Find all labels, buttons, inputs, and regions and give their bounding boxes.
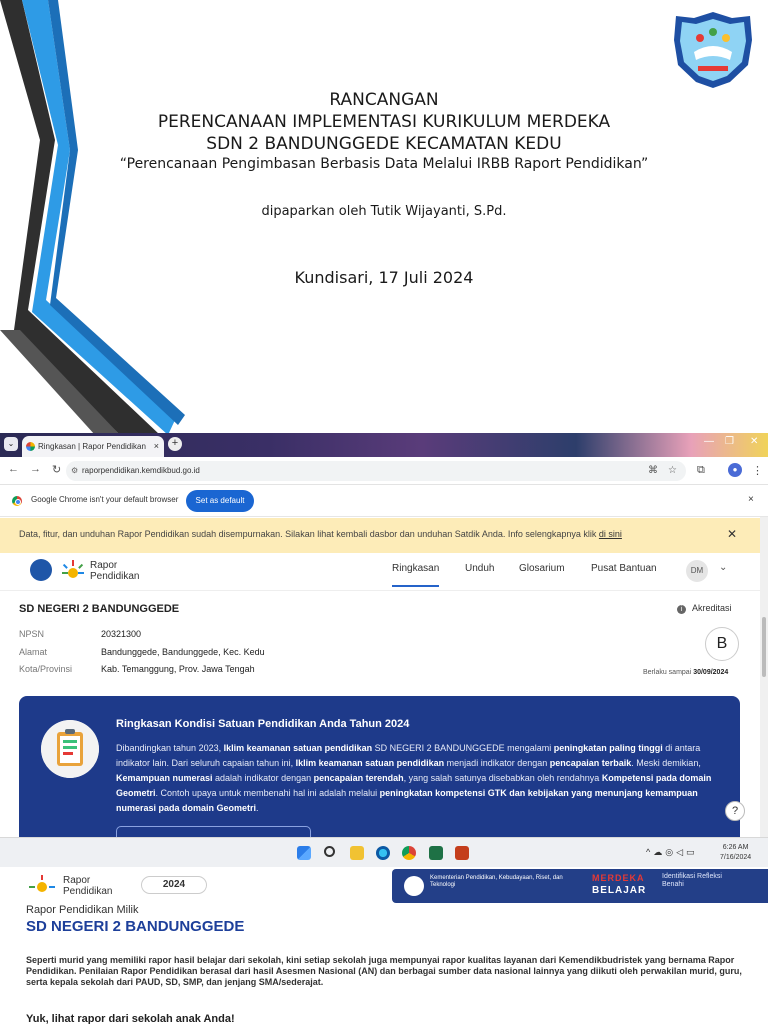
kemdikbud-logo-icon xyxy=(30,559,52,581)
browser-tab-bar xyxy=(0,433,768,457)
info-icon[interactable]: i xyxy=(677,605,686,614)
school-name: SD NEGERI 2 BANDUNGGEDE xyxy=(19,603,180,615)
chrome-logo-icon xyxy=(12,496,22,506)
back-icon[interactable]: ← xyxy=(8,463,19,475)
slide-subtitle: “Perencanaan Pengimbasan Berbasis Data Melalui IRBB Raport Pendidikan” xyxy=(119,156,649,172)
reload-icon[interactable]: ↻ xyxy=(52,464,62,476)
browser-screenshot xyxy=(0,433,768,867)
help-button[interactable]: ? xyxy=(725,801,745,821)
akreditasi-grade-badge: B xyxy=(705,627,739,661)
school-profile-card xyxy=(0,591,760,696)
clipboard-illustration-icon xyxy=(41,720,99,778)
browser-tab[interactable] xyxy=(22,436,164,457)
summary-body-run: Iklim keamanan satuan pendidikan xyxy=(295,758,445,768)
slide-title-line-2: PERENCANAAN IMPLEMENTASI KURIKULUM MERDEKA xyxy=(157,112,611,132)
favicon-icon xyxy=(26,442,35,451)
start-windows-icon[interactable] xyxy=(297,846,311,860)
identifikasi-refleksi-benahi-text: Identifikasi Refleksi Benahi xyxy=(662,873,722,888)
summary-title: Ringkasan Kondisi Satuan Pendidikan Anda Tahun 2024 xyxy=(116,718,410,730)
restore-icon[interactable]: ❐ xyxy=(725,436,734,447)
akreditasi-label: Akreditasi xyxy=(692,603,732,613)
url-field[interactable] xyxy=(66,461,686,481)
chrome-taskbar-icon[interactable] xyxy=(402,846,416,860)
rapor-pendidikan-page xyxy=(0,867,768,1024)
chevron-down-icon[interactable]: ⌄ xyxy=(719,562,728,573)
profile-avatar-icon[interactable]: ● xyxy=(728,463,742,477)
windows-taskbar xyxy=(0,837,768,867)
npsn-value: 20321300 xyxy=(101,629,142,639)
akreditasi-validity: Berlaku sampai 30/09/2024 xyxy=(643,669,729,676)
translate-icon[interactable]: ⌘ xyxy=(648,465,658,476)
forward-icon[interactable]: → xyxy=(30,463,41,475)
excel-icon[interactable] xyxy=(429,846,443,860)
summary-body-run: peningkatan kompetensi GTK dan kebijakan yang menunjang kemampuan numerasi pada domain Geometri xyxy=(116,788,698,813)
summary-body-run: . xyxy=(256,803,259,813)
merdeka-text: MERDEKA xyxy=(592,873,645,883)
tab-close-icon[interactable]: × xyxy=(153,441,159,451)
new-tab-button[interactable]: + xyxy=(168,437,182,451)
slide-title-line-1: RANCANGAN xyxy=(329,90,439,110)
summary-body-run: . Meski demikian, xyxy=(631,758,701,768)
summary-body-run: di antara indikator lain. Dari seluruh capaian tahun ini, xyxy=(116,743,701,768)
summary-body-run: SD NEGERI 2 BANDUNGGEDE mengalami xyxy=(372,743,554,753)
kementerian-text: Kementerian Pendidikan, Kebudayaan, Riset, dan Teknologi xyxy=(430,875,563,888)
address-bar-row xyxy=(0,457,768,485)
bookmark-star-icon[interactable]: ☆ xyxy=(668,465,677,476)
set-as-default-button[interactable]: Set as default xyxy=(186,490,254,512)
nav-unduh[interactable]: Unduh xyxy=(465,563,495,574)
tab-title: Ringkasan | Rapor Pendidikan xyxy=(38,442,146,451)
summary-card xyxy=(19,696,740,846)
chrome-menu-icon[interactable]: ⋮ xyxy=(752,465,763,477)
summary-body-run: Dibandingkan tahun 2023, xyxy=(116,743,224,753)
page-scrollbar[interactable] xyxy=(760,517,768,867)
rapor-sun-logo-icon xyxy=(26,875,58,895)
infobar-close-icon[interactable]: × xyxy=(748,494,754,505)
file-explorer-icon[interactable] xyxy=(350,846,364,860)
school-emblem-logo xyxy=(670,10,756,90)
taskbar-clock[interactable]: 6:26 AM 7/16/2024 xyxy=(720,844,752,861)
nav-glosarium[interactable]: Glosarium xyxy=(519,563,565,574)
year-badge: 2024 xyxy=(141,876,207,894)
extensions-icon[interactable]: ⧉ xyxy=(697,464,705,476)
summary-body-run: adalah indikator dengan xyxy=(212,773,314,783)
summary-body-run: Kompetensi pada domain Geometri xyxy=(116,773,712,798)
summary-body-run: pencapaian terendah xyxy=(313,773,404,783)
search-icon[interactable] xyxy=(324,846,335,857)
belajar-text: BELAJAR xyxy=(592,885,647,896)
summary-body-run: pencapaian terbaik xyxy=(549,758,632,768)
powerpoint-icon[interactable] xyxy=(455,846,469,860)
site-info-icon[interactable]: ⚙ xyxy=(71,466,79,475)
ministry-brand-banner xyxy=(392,869,768,903)
system-tray-icons[interactable]: ^☁◎◁▭ xyxy=(646,847,698,857)
url-text: raporpendidikan.kemdikbud.go.id xyxy=(82,466,200,475)
nav-ringkasan[interactable]: Ringkasan xyxy=(392,563,439,587)
alamat-value: Bandunggede, Bandunggede, Kec. Kedu xyxy=(101,647,265,657)
rapor-sun-logo-icon xyxy=(60,559,86,583)
rapor-logo-text: Rapor Pendidikan xyxy=(63,875,113,897)
window-close-icon[interactable]: ✕ xyxy=(750,436,759,447)
tut-wuri-handayani-logo-icon xyxy=(404,876,424,896)
summary-body-run: menjadi indikator dengan xyxy=(444,758,550,768)
minimize-icon[interactable]: — xyxy=(704,436,714,447)
summary-body-run: . Contoh upaya untuk membenahi hal ini adalah melalui xyxy=(155,788,380,798)
kota-label: Kota/Provinsi xyxy=(19,664,73,674)
slide-title-line-3: SDN 2 BANDUNGGEDE KECAMATAN KEDU xyxy=(206,134,562,154)
slide-presenter: dipaparkan oleh Tutik Wijayanti, S.Pd. xyxy=(261,204,507,219)
banner-link[interactable]: di sini xyxy=(598,529,622,539)
banner-text: Data, fitur, dan unduhan Rapor Pendidikan sudah disempurnakan. Silakan lihat kembali dasbor dan unduhan Satdik Anda. Info selengkapnya klik di sini xyxy=(19,529,622,539)
alamat-label: Alamat xyxy=(19,647,48,657)
edge-icon[interactable] xyxy=(376,846,390,860)
tab-search-icon[interactable]: ⌄ xyxy=(4,437,18,451)
summary-body-run: Kemampuan numerasi xyxy=(116,773,213,783)
summary-body xyxy=(116,741,726,816)
rapor-description: Seperti murid yang memiliki rapor hasil belajar dari sekolah, kini setiap sekolah juga mempunyai rapor kualitas layanan dari Kemendikbudristek yang bernama Rapor Pendidikan. Penilaian Rapor Pendidikan berasal dari hasil Asesmen Nasional (AN) dan berbagai sumber data nasional lainnya yang diikuti oleh perwakilan murid, guru, serta kepala sekolah dari PAUD, SD, SMP, dan jenjang SMA/sederajat. xyxy=(26,955,742,987)
npsn-label: NPSN xyxy=(19,629,45,639)
summary-body-run: peningkatan paling tinggi xyxy=(553,743,663,753)
kota-value: Kab. Temanggung, Prov. Jawa Tengah xyxy=(101,664,255,674)
nav-pusat-bantuan[interactable]: Pusat Bantuan xyxy=(591,563,657,574)
user-avatar[interactable]: DM xyxy=(686,560,708,582)
rapor-milik-label: Rapor Pendidikan Milik xyxy=(26,904,139,916)
rapor-school-name: SD NEGERI 2 BANDUNGGEDE xyxy=(26,918,245,935)
update-notice-banner xyxy=(0,518,768,553)
summary-body-run: , yang salah satunya disebabkan oleh rendahnya xyxy=(403,773,602,783)
banner-close-icon[interactable]: ✕ xyxy=(727,527,738,541)
infobar-text: Google Chrome isn't your default browser xyxy=(31,495,179,504)
rapor-call-to-action: Yuk, lihat rapor dari sekolah anak Anda! xyxy=(26,1013,235,1024)
slide-place-date: Kundisari, 17 Juli 2024 xyxy=(294,268,474,287)
summary-body-run: Iklim keamanan satuan pendidikan xyxy=(223,743,373,753)
site-navbar xyxy=(0,553,760,591)
default-browser-infobar xyxy=(0,485,768,517)
rapor-logo-text: Rapor Pendidikan xyxy=(90,560,140,582)
